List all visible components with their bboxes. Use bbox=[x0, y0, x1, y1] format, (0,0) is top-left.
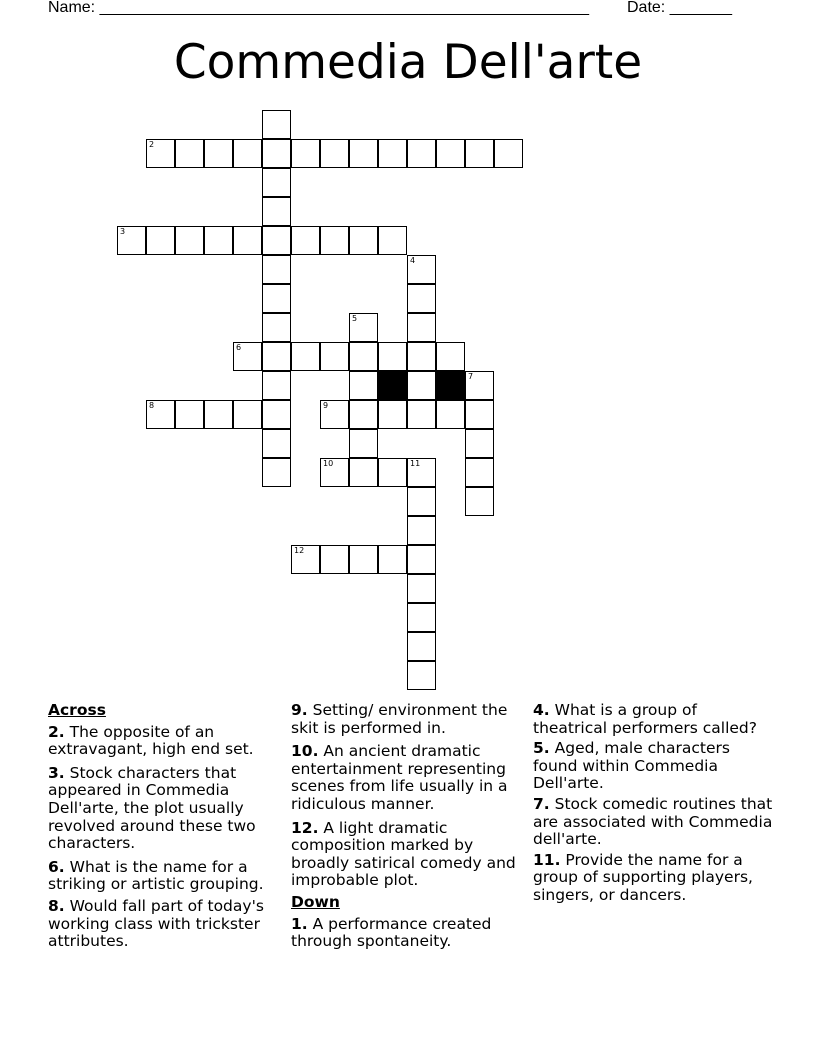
clue-text: Stock comedic routines that are associated with Commedia dell'arte. bbox=[533, 794, 773, 849]
grid-cell[interactable] bbox=[320, 400, 349, 429]
grid-cell[interactable] bbox=[320, 342, 349, 371]
clue-number: 10. bbox=[291, 742, 319, 761]
grid-cell[interactable] bbox=[320, 139, 349, 168]
grid-cell[interactable] bbox=[349, 429, 378, 458]
grid-cell[interactable] bbox=[320, 545, 349, 574]
clue-text: Would fall part of today's working class with trickster attributes. bbox=[48, 896, 264, 951]
clue-text: What is a group of theatrical performers called? bbox=[533, 701, 757, 737]
grid-cell[interactable] bbox=[349, 226, 378, 255]
grid-cell[interactable] bbox=[407, 313, 436, 342]
clue-number: 5. bbox=[533, 739, 550, 758]
grid-cell[interactable] bbox=[146, 400, 175, 429]
grid-cell[interactable] bbox=[349, 139, 378, 168]
across-clue bbox=[291, 743, 527, 813]
clue-number: 1. bbox=[291, 914, 308, 933]
grid-cell[interactable] bbox=[407, 632, 436, 661]
cell-number: 3 bbox=[120, 227, 126, 236]
grid-cell[interactable] bbox=[436, 400, 465, 429]
clue-column-1 bbox=[48, 702, 282, 957]
cell-number: 8 bbox=[149, 401, 155, 410]
across-heading: Across bbox=[48, 701, 106, 719]
clue-number: 4. bbox=[533, 701, 550, 719]
cell-number: 12 bbox=[294, 546, 305, 555]
clue-number: 11. bbox=[533, 850, 561, 869]
across-clue bbox=[291, 820, 527, 890]
grid-cell[interactable] bbox=[146, 226, 175, 255]
cell-number: 5 bbox=[352, 314, 358, 323]
grid-cell[interactable] bbox=[233, 400, 262, 429]
grid-cell[interactable] bbox=[320, 226, 349, 255]
grid-cell[interactable] bbox=[465, 429, 494, 458]
grid-cell[interactable] bbox=[262, 226, 291, 255]
clue-text: Provide the name for a group of supporting players, singers, or dancers. bbox=[533, 850, 753, 904]
cell-number: 4 bbox=[410, 256, 416, 265]
grid-cell[interactable] bbox=[407, 545, 436, 574]
grid-cell[interactable] bbox=[262, 197, 291, 226]
cell-number: 2 bbox=[149, 140, 155, 149]
grid-cell[interactable] bbox=[465, 371, 494, 400]
grid-cell[interactable] bbox=[407, 255, 436, 284]
grid-cell[interactable] bbox=[349, 545, 378, 574]
clue-text: What is the name for a striking or artistic grouping. bbox=[48, 857, 264, 894]
cell-number: 6 bbox=[236, 343, 242, 352]
grid-cell[interactable] bbox=[349, 342, 378, 371]
grid-cell[interactable] bbox=[407, 458, 436, 487]
clue-text: An ancient dramatic entertainment representing scenes from life usually in a ridiculous manner. bbox=[291, 742, 508, 813]
grid-cell[interactable] bbox=[436, 139, 465, 168]
grid-cell[interactable] bbox=[262, 255, 291, 284]
grid-cell[interactable] bbox=[349, 400, 378, 429]
down-clue bbox=[291, 916, 527, 951]
grid-cell[interactable] bbox=[378, 545, 407, 574]
grid-cell[interactable] bbox=[378, 458, 407, 487]
name-field-label: Name: _______________________________________________________ bbox=[48, 0, 589, 16]
grid-cell[interactable] bbox=[407, 371, 436, 400]
clue-text: Stock characters that appeared in Commedia Dell'arte, the plot usually revolved around these two characters. bbox=[48, 763, 256, 853]
grid-cell[interactable] bbox=[146, 139, 175, 168]
grid-cell[interactable] bbox=[204, 139, 233, 168]
grid-cell[interactable] bbox=[175, 400, 204, 429]
grid-cell[interactable] bbox=[407, 487, 436, 516]
cell-number: 11 bbox=[410, 459, 421, 468]
cell-number: 7 bbox=[468, 372, 474, 381]
grid-cell[interactable] bbox=[204, 400, 233, 429]
grid-cell[interactable] bbox=[233, 226, 262, 255]
clue-number: 9. bbox=[291, 701, 308, 719]
grid-cell[interactable] bbox=[291, 139, 320, 168]
clue-column-3 bbox=[533, 702, 773, 911]
grid-cell[interactable] bbox=[436, 342, 465, 371]
grid-cell[interactable] bbox=[291, 342, 320, 371]
grid-cell[interactable] bbox=[291, 545, 320, 574]
clue-number: 6. bbox=[48, 857, 65, 876]
grid-cell[interactable] bbox=[349, 313, 378, 342]
across-clue bbox=[48, 765, 282, 853]
clue-text: The opposite of an extravagant, high end set. bbox=[48, 722, 254, 759]
clue-number: 3. bbox=[48, 763, 65, 782]
grid-cell[interactable] bbox=[494, 139, 523, 168]
clue-column-2 bbox=[291, 702, 527, 957]
down-clue bbox=[533, 740, 773, 793]
grid-cell[interactable] bbox=[465, 400, 494, 429]
grid-cell[interactable] bbox=[291, 226, 320, 255]
down-clue bbox=[533, 796, 773, 849]
grid-cell[interactable] bbox=[262, 342, 291, 371]
down-heading: Down bbox=[291, 892, 340, 911]
grid-cell[interactable] bbox=[465, 487, 494, 516]
clue-number: 7. bbox=[533, 794, 550, 813]
across-clue bbox=[48, 898, 282, 951]
blocked-cell bbox=[436, 371, 465, 400]
grid-cell[interactable] bbox=[262, 284, 291, 313]
across-clue bbox=[291, 702, 527, 737]
grid-cell[interactable] bbox=[349, 371, 378, 400]
grid-cell[interactable] bbox=[262, 371, 291, 400]
down-clue bbox=[533, 702, 773, 737]
grid-cell[interactable] bbox=[465, 458, 494, 487]
grid-cell[interactable] bbox=[407, 400, 436, 429]
clue-number: 8. bbox=[48, 896, 65, 915]
grid-cell[interactable] bbox=[407, 516, 436, 545]
clue-text: A light dramatic composition marked by broadly satirical comedy and improbable plot. bbox=[291, 818, 516, 890]
grid-cell[interactable] bbox=[407, 342, 436, 371]
grid-cell[interactable] bbox=[378, 400, 407, 429]
grid-cell[interactable] bbox=[175, 139, 204, 168]
grid-cell[interactable] bbox=[233, 139, 262, 168]
grid-cell[interactable] bbox=[378, 139, 407, 168]
grid-cell[interactable] bbox=[117, 226, 146, 255]
grid-cell[interactable] bbox=[378, 226, 407, 255]
clue-text: A performance created through spontaneity. bbox=[291, 914, 492, 951]
grid-cell[interactable] bbox=[407, 284, 436, 313]
grid-cell[interactable] bbox=[262, 458, 291, 487]
grid-cell[interactable] bbox=[320, 458, 349, 487]
grid-cell[interactable] bbox=[407, 661, 436, 690]
clue-text: Aged, male characters found within Commedia Dell'arte. bbox=[533, 739, 730, 793]
clue-number: 2. bbox=[48, 722, 65, 741]
grid-cell[interactable] bbox=[407, 603, 436, 632]
grid-cell[interactable] bbox=[262, 168, 291, 197]
grid-cell[interactable] bbox=[262, 429, 291, 458]
grid-cell[interactable] bbox=[262, 110, 291, 139]
across-clue bbox=[48, 859, 282, 894]
grid-cell[interactable] bbox=[233, 342, 262, 371]
grid-cell[interactable] bbox=[175, 226, 204, 255]
grid-cell[interactable] bbox=[262, 139, 291, 168]
grid-cell[interactable] bbox=[378, 342, 407, 371]
cell-number: 9 bbox=[323, 401, 329, 410]
puzzle-title: Commedia Dell'arte bbox=[173, 35, 643, 90]
clue-number: 12. bbox=[291, 818, 319, 837]
grid-cell[interactable] bbox=[465, 139, 494, 168]
grid-cell[interactable] bbox=[407, 574, 436, 603]
grid-cell[interactable] bbox=[349, 458, 378, 487]
blocked-cell bbox=[378, 371, 407, 400]
grid-cell[interactable] bbox=[407, 139, 436, 168]
grid-cell[interactable] bbox=[204, 226, 233, 255]
across-clue bbox=[48, 724, 282, 759]
date-field-label: Date: _______ bbox=[627, 0, 732, 16]
cell-number: 10 bbox=[323, 459, 334, 468]
down-clue bbox=[533, 852, 773, 905]
grid-cell[interactable] bbox=[262, 400, 291, 429]
grid-cell[interactable] bbox=[262, 313, 291, 342]
clue-text: Setting/ environment the skit is performed in. bbox=[291, 701, 508, 737]
